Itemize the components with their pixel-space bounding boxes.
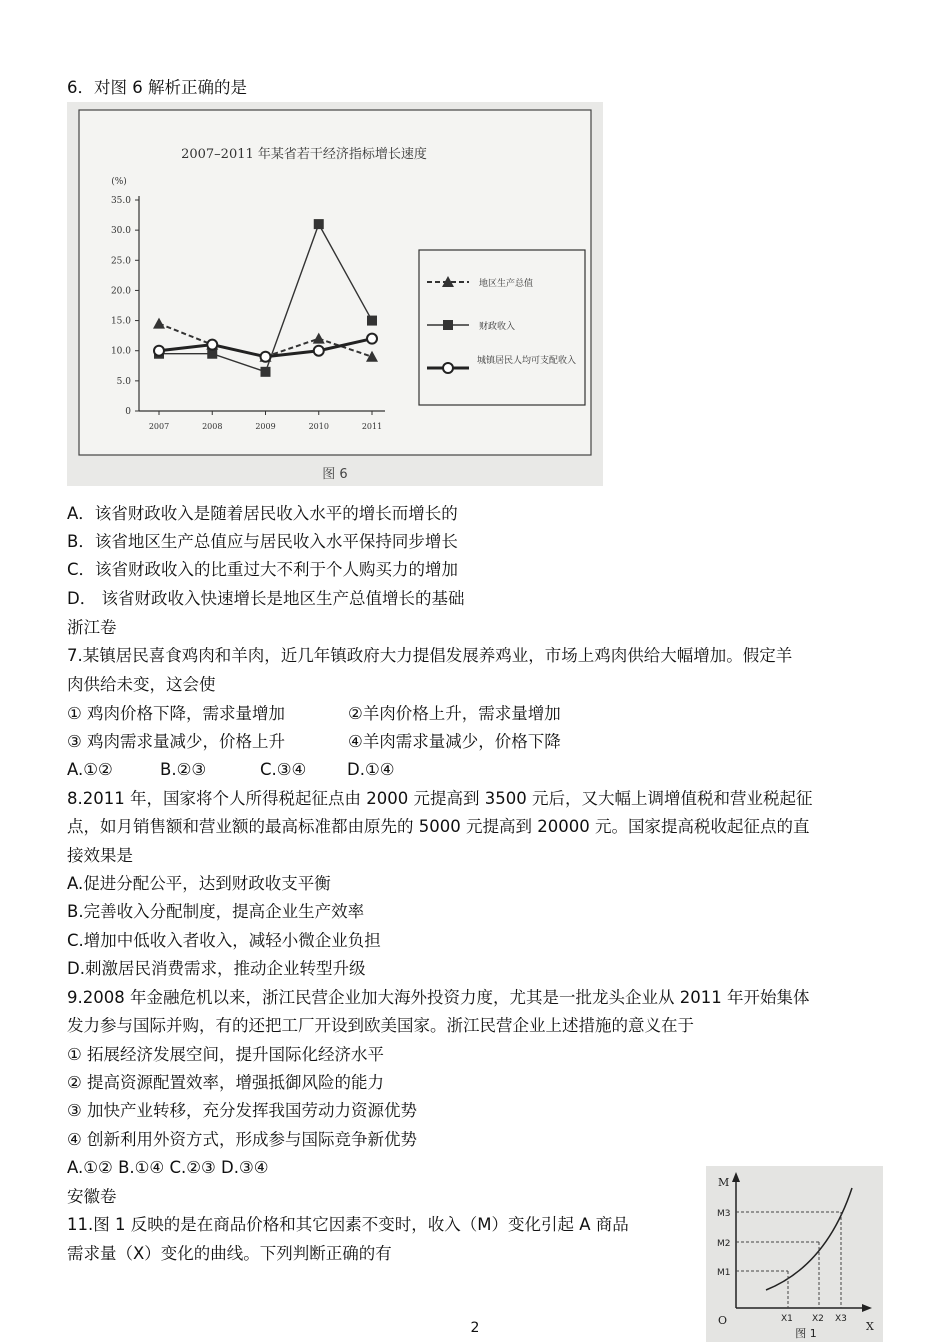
chart-title: 2007–2011 年某省若干经济指标增长速度 <box>181 147 427 162</box>
figure-1-caption: 图 1 <box>795 1327 817 1340</box>
figure-6 <box>67 102 603 486</box>
q8-option-c: C.增加中低收入者收入，减轻小微企业负担 <box>67 931 381 950</box>
m-axis-arrow <box>732 1172 740 1182</box>
q9-item-3: ③ 加快产业转移，充分发挥我国劳动力资源优势 <box>67 1101 418 1120</box>
q7-choice-c: C.③④ <box>260 760 307 779</box>
m1-label: M1 <box>717 1268 731 1278</box>
section-zhejiang: 浙江卷 <box>67 618 117 637</box>
m-axis-label: M <box>718 1176 730 1189</box>
m2-label: M2 <box>717 1239 731 1249</box>
q7-choice-d: D.①④ <box>347 760 395 779</box>
q7-choice-b: B.②③ <box>160 760 207 779</box>
income-point <box>154 346 164 356</box>
origin-label: O <box>718 1314 728 1327</box>
q7-choice-a: A.①② <box>67 760 113 779</box>
income-point <box>367 334 377 344</box>
revenue-point <box>367 316 377 326</box>
demand-curve <box>766 1188 852 1290</box>
legend-label-income: 城镇居民人均可支配收入 <box>477 356 577 366</box>
question-11-stem-2: 需求量（X）变化的曲线。下列判断正确的有 <box>67 1244 392 1263</box>
x1-label: X1 <box>781 1314 793 1324</box>
y-tick-label: 20.0 <box>110 286 131 297</box>
q7-item-3: ③ 鸡肉需求量减少，价格上升 <box>67 732 286 751</box>
y-tick-label: 15.0 <box>110 316 131 327</box>
q8-option-d: D.刺激居民消费需求，推动企业转型升级 <box>67 959 366 978</box>
y-tick-label: 25.0 <box>110 256 131 267</box>
question-6-stem: 6．对图 6 解析正确的是 <box>67 78 247 97</box>
legend-label-revenue: 财政收入 <box>479 322 516 332</box>
y-tick-label: 5.0 <box>116 376 131 387</box>
question-7-stem-2: 肉供给未变，这会使 <box>67 675 216 694</box>
section-anhui: 安徽卷 <box>67 1187 117 1206</box>
figure-1 <box>706 1166 883 1342</box>
income-point <box>207 340 217 350</box>
q7-item-2: ②羊肉价格上升，需求量增加 <box>348 704 561 723</box>
y-tick-label: 10.0 <box>110 346 131 357</box>
q6-option-d: D． 该省财政收入快速增长是地区生产总值增长的基础 <box>67 589 465 608</box>
x-tick-label: 2007 <box>148 422 170 431</box>
page-number: 2 <box>470 1320 480 1336</box>
y-tick-label: 35.0 <box>110 196 131 206</box>
q9-item-4: ④ 创新利用外资方式，形成参与国际竞争新优势 <box>67 1130 418 1149</box>
x-axis-arrow <box>862 1304 872 1312</box>
q7-item-1: ① 鸡肉价格下降，需求量增加 <box>67 704 286 723</box>
x-tick-label: 2011 <box>361 422 383 431</box>
question-8-stem-2: 点，如月销售额和营业额的最高标准都由原先的 5000 元提高到 20000 元。国家提高税收起征点的直 <box>67 817 810 836</box>
y-tick-label: 0 <box>125 407 131 417</box>
q9-item-2: ② 提高资源配置效率，增强抵御风险的能力 <box>67 1073 385 1092</box>
income-point <box>261 352 271 362</box>
q6-option-c: C．该省财政收入的比重过大不利于个人购买力的增加 <box>67 560 459 579</box>
figure-6-chart <box>67 102 603 486</box>
question-9-choices: A.①② B.①④ C.②③ D.③④ <box>67 1158 269 1177</box>
figure-6-caption: 图 6 <box>322 467 348 482</box>
question-7-items-row-2 <box>67 728 561 756</box>
question-8-stem-1: 8.2011 年，国家将个人所得税起征点由 2000 元提高到 3500 元后，又大幅上调增值税和营业税起征 <box>67 789 813 808</box>
question-7-stem-1: 7.某镇居民喜食鸡肉和羊肉，近几年镇政府大力提倡发展养鸡业，市场上鸡肉供给大幅增加。假定羊 <box>67 646 793 665</box>
figure-1-diagram <box>706 1166 883 1342</box>
q8-option-a: A.促进分配公平，达到财政收支平衡 <box>67 874 331 893</box>
question-9-stem-1: 9.2008 年金融危机以来，浙江民营企业加大海外投资力度，尤其是一批龙头企业从 2011 年开始集体 <box>67 988 810 1007</box>
question-8-stem-3: 接效果是 <box>67 846 133 865</box>
x-tick-label: 2008 <box>202 422 223 431</box>
question-7-items-row-1 <box>67 700 561 728</box>
m3-label: M3 <box>717 1209 731 1219</box>
question-7-choices <box>67 756 395 784</box>
y-tick-label: 30.0 <box>110 226 131 237</box>
question-9-stem-2: 发力参与国际并购，有的还把工厂开设到欧美国家。浙江民营企业上述措施的意义在于 <box>67 1016 694 1035</box>
x-axis-label: X <box>866 1320 874 1333</box>
y-axis-label: (%) <box>111 177 127 187</box>
x3-label: X3 <box>835 1314 847 1324</box>
question-11-stem-1: 11.图 1 反映的是在商品价格和其它因素不变时，收入（M）变化引起 A 商品 <box>67 1215 629 1234</box>
q9-item-1: ① 拓展经济发展空间，提升国际化经济水平 <box>67 1045 385 1064</box>
q6-option-a: A．该省财政收入是随着居民收入水平的增长而增长的 <box>67 504 458 523</box>
q6-option-b: B．该省地区生产总值应与居民收入水平保持同步增长 <box>67 532 458 551</box>
revenue-point <box>314 219 324 229</box>
legend-label-gdp: 地区生产总值 <box>479 279 534 289</box>
income-point <box>314 346 324 356</box>
x-tick-label: 2010 <box>308 422 329 431</box>
x2-label: X2 <box>812 1314 824 1324</box>
x-tick-label: 2009 <box>255 422 276 431</box>
revenue-point <box>261 367 271 377</box>
q8-option-b: B.完善收入分配制度，提高企业生产效率 <box>67 902 365 921</box>
q7-item-4: ④羊肉需求量减少，价格下降 <box>348 732 561 751</box>
